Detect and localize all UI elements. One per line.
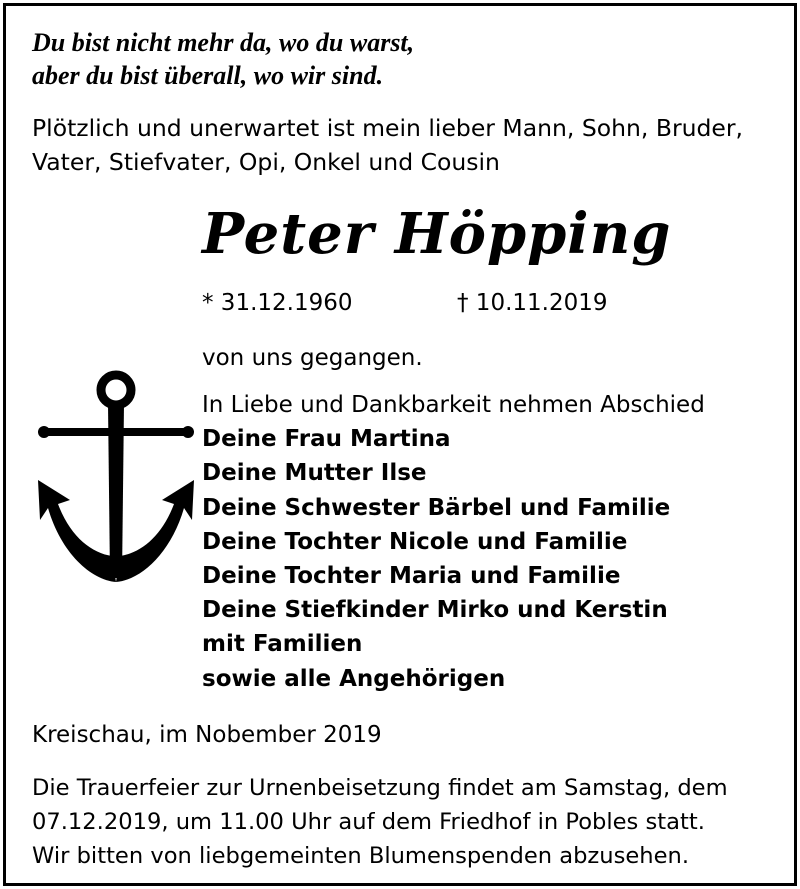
- mourners-lead: In Liebe und Dankbarkeit nehmen Abschied: [202, 392, 705, 418]
- ceremony-info: [32, 771, 782, 873]
- place-date: Kreischau, im Nobember 2019: [32, 722, 382, 748]
- mourners-list: [202, 388, 705, 696]
- intro-text: [32, 111, 782, 179]
- motto-line-2: aber du bist überall, wo wir sind.: [32, 61, 384, 90]
- passed-text: von uns gegangen.: [202, 345, 423, 371]
- intro-line-1: Plötzlich und unerwartet ist mein lieber Mann, Sohn, Bruder,: [32, 114, 744, 142]
- mourner-line: Deine Tochter Nicole und Familie: [202, 528, 628, 555]
- mourner-line: Deine Frau Martina: [202, 426, 451, 453]
- anchor-icon: [36, 368, 196, 588]
- mourner-line: sowie alle Angehörigen: [202, 665, 506, 692]
- ceremony-line-3: Wir bitten von liebgemeinten Blumenspenden abzusehen.: [32, 843, 689, 869]
- ceremony-line-1: Die Trauerfeier zur Urnenbeisetzung findet am Samstag, dem: [32, 775, 728, 801]
- ceremony-line-2: 07.12.2019, um 11.00 Uhr auf dem Friedhof in Pobles statt.: [32, 809, 705, 835]
- mourner-line: mit Familien: [202, 631, 363, 658]
- motto-line-1: Du bist nicht mehr da, wo du warst,: [32, 28, 415, 57]
- obituary-frame: [3, 3, 797, 886]
- death-date: † 10.11.2019: [457, 290, 608, 316]
- mourner-line: Deine Tochter Maria und Familie: [202, 563, 621, 590]
- mourner-line: Deine Schwester Bärbel und Familie: [202, 494, 671, 521]
- mourner-line: Deine Mutter Ilse: [202, 460, 427, 487]
- life-dates: [202, 288, 608, 318]
- deceased-name: Peter Höpping: [202, 201, 672, 267]
- mourner-line: Deine Stiefkinder Mirko und Kerstin: [202, 597, 668, 624]
- intro-line-2: Vater, Stiefvater, Opi, Onkel und Cousin: [32, 148, 500, 176]
- motto: [32, 26, 414, 92]
- birth-date: * 31.12.1960: [202, 290, 353, 316]
